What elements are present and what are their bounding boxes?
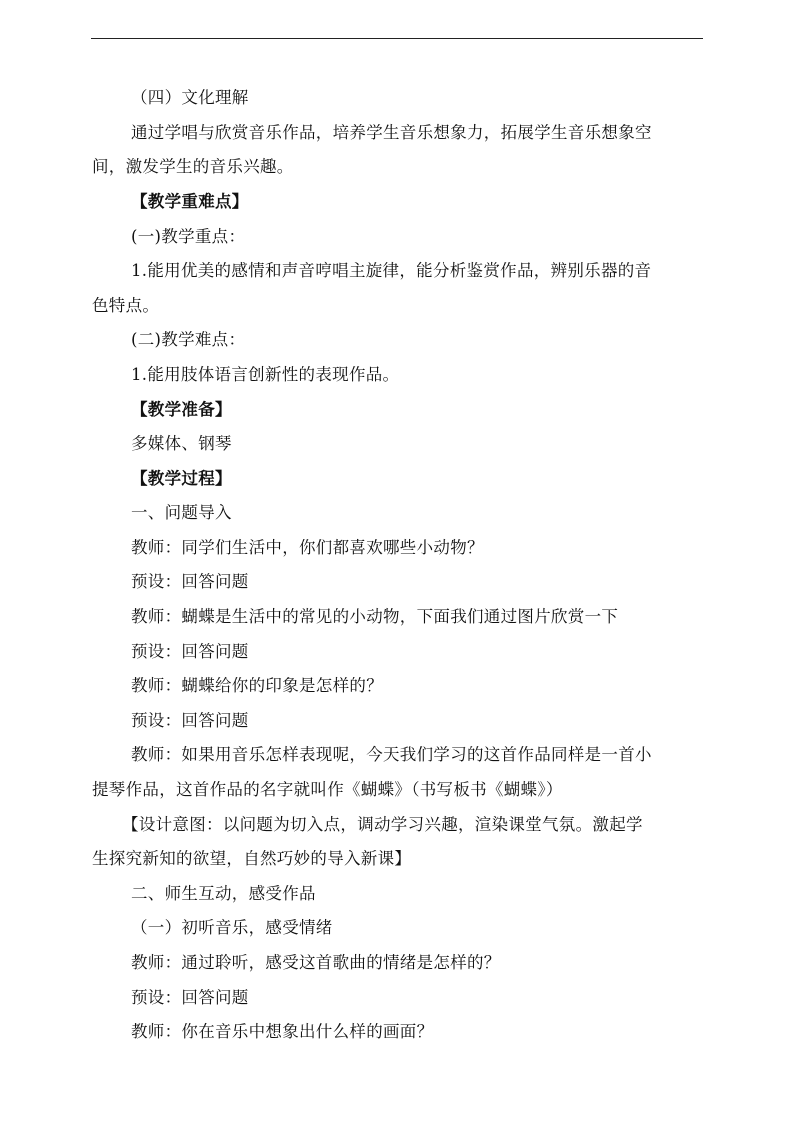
dialogue-line: 教师：蝴蝶是生活中的常见的小动物，下面我们通过图片欣赏一下 [131,607,619,626]
paragraph-line: 多媒体、钢琴 [131,434,232,453]
design-intent-note: 【设计意图：以问题为切入点，调动学习兴趣，渲染课堂气氛。激起学 [122,815,643,834]
dialogue-line: 预设：回答问题 [131,572,249,591]
dialogue-line: 提琴作品，这首作品的名字就叫作《蝴蝶》（书写板书《蝴蝶》） [92,780,563,799]
paragraph-line: 色特点。 [92,296,160,315]
paragraph-line: 间，激发学生的音乐兴趣。 [92,157,294,176]
paragraph-line: 1.能用优美的感情和声音哼唱主旋律，能分析鉴赏作品，辨别乐器的音 [131,261,652,280]
subheading-difficulty: (二)教学难点： [131,330,246,349]
dialogue-line: 预设：回答问题 [131,711,249,730]
dialogue-line: 教师：蝴蝶给你的印象是怎样的？ [131,676,383,695]
dialogue-line: 预设：回答问题 [131,988,249,1007]
section-heading-culture: （四）文化理解 [131,88,249,107]
dialogue-line: 教师：你在音乐中想象出什么样的画面？ [131,1022,434,1041]
heading-preparation: 【教学准备】 [131,400,232,419]
dialogue-line: 预设：回答问题 [131,642,249,661]
paragraph-line: 1.能用肢体语言创新性的表现作品。 [131,365,400,384]
header-rule [91,38,703,39]
design-intent-note: 生探究新知的欲望，自然巧妙的导入新课】 [92,849,412,868]
paragraph-line: 通过学唱与欣赏音乐作品，培养学生音乐想象力，拓展学生音乐想象空 [131,123,652,142]
subheading-interaction: 二、师生互动，感受作品 [131,884,316,903]
dialogue-line: 教师：同学们生活中，你们都喜欢哪些小动物？ [131,538,484,557]
subheading-intro: 一、问题导入 [131,503,232,522]
subheading-first-listen: （一）初听音乐，感受情绪 [131,918,333,937]
subheading-key-point: (一)教学重点： [131,227,246,246]
heading-key-points: 【教学重难点】 [131,192,249,211]
dialogue-line: 教师：通过聆听，感受这首歌曲的情绪是怎样的？ [131,953,501,972]
heading-process: 【教学过程】 [131,469,232,488]
dialogue-line: 教师：如果用音乐怎样表现呢，今天我们学习的这首作品同样是一首小 [131,745,652,764]
